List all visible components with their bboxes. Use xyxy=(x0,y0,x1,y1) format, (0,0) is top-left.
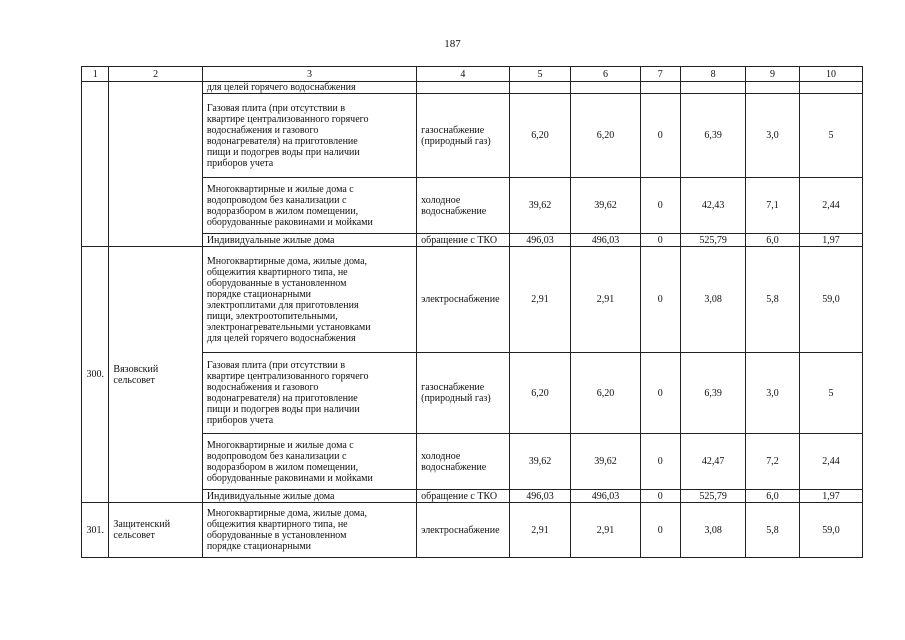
value-cell: 5,8 xyxy=(746,503,800,558)
value-cell: 525,79 xyxy=(681,490,746,503)
category-cell: Многоквартирные и жилые дома с водопроводом без канализации с водоразбором в жилом помещении, оборудованные раковинами и мойками xyxy=(202,178,416,234)
value-cell: 0 xyxy=(640,234,681,247)
value-cell: 2,91 xyxy=(509,503,571,558)
value-cell: 2,44 xyxy=(799,178,862,234)
value-cell xyxy=(571,82,640,94)
column-header: 8 xyxy=(681,67,746,82)
category-cell: Многоквартирные дома, жилые дома, общежития квартирного типа, не оборудованные в установленном порядке стационарными электроплитами для приготовления пищи, электроотопительными, электронагревательными установками для целей горячего водоснабжения xyxy=(202,247,416,353)
value-cell: 2,44 xyxy=(799,434,862,490)
value-cell: 0 xyxy=(640,178,681,234)
value-cell: 6,0 xyxy=(746,490,800,503)
column-header: 3 xyxy=(202,67,416,82)
value-cell: 6,20 xyxy=(509,94,571,178)
value-cell xyxy=(640,82,681,94)
row-number-cell xyxy=(82,82,109,247)
value-cell: 2,91 xyxy=(509,247,571,353)
value-cell xyxy=(509,82,571,94)
service-cell: электроснабжение xyxy=(417,503,509,558)
value-cell: 496,03 xyxy=(509,490,571,503)
value-cell: 1,97 xyxy=(799,234,862,247)
value-cell: 6,20 xyxy=(571,353,640,434)
value-cell: 3,08 xyxy=(681,247,746,353)
value-cell: 5 xyxy=(799,94,862,178)
settlement-cell xyxy=(109,82,202,247)
service-cell: газоснабжение (природный газ) xyxy=(417,353,509,434)
column-header: 5 xyxy=(509,67,571,82)
service-cell: электроснабжение xyxy=(417,247,509,353)
value-cell: 496,03 xyxy=(571,490,640,503)
value-cell: 42,47 xyxy=(681,434,746,490)
column-header: 9 xyxy=(746,67,800,82)
value-cell: 5 xyxy=(799,353,862,434)
row-number-cell: 301. xyxy=(82,503,109,558)
column-header: 4 xyxy=(417,67,509,82)
category-cell: Индивидуальные жилые дома xyxy=(202,490,416,503)
service-cell xyxy=(417,82,509,94)
value-cell: 2,91 xyxy=(571,247,640,353)
value-cell: 59,0 xyxy=(799,247,862,353)
value-cell: 5,8 xyxy=(746,247,800,353)
value-cell: 39,62 xyxy=(509,434,571,490)
settlement-cell: Защитенский сельсовет xyxy=(109,503,202,558)
value-cell: 1,97 xyxy=(799,490,862,503)
tariff-table xyxy=(81,66,863,558)
value-cell: 2,91 xyxy=(571,503,640,558)
table-row xyxy=(82,247,863,353)
value-cell: 3,0 xyxy=(746,353,800,434)
value-cell: 39,62 xyxy=(509,178,571,234)
service-cell: обращение с ТКО xyxy=(417,234,509,247)
value-cell: 6,20 xyxy=(571,94,640,178)
value-cell: 0 xyxy=(640,94,681,178)
value-cell: 7,2 xyxy=(746,434,800,490)
column-header: 7 xyxy=(640,67,681,82)
service-cell: холодное водоснабжение xyxy=(417,434,509,490)
column-header: 10 xyxy=(799,67,862,82)
header-row xyxy=(82,67,863,82)
page-number: 187 xyxy=(444,38,461,50)
value-cell: 6,39 xyxy=(681,94,746,178)
value-cell xyxy=(681,82,746,94)
table-row xyxy=(82,503,863,558)
table-row xyxy=(82,82,863,94)
column-header: 6 xyxy=(571,67,640,82)
category-cell: Многоквартирные и жилые дома с водопроводом без канализации с водоразбором в жилом помещении, оборудованные раковинами и мойками xyxy=(202,434,416,490)
value-cell: 0 xyxy=(640,503,681,558)
value-cell: 496,03 xyxy=(509,234,571,247)
value-cell: 39,62 xyxy=(571,178,640,234)
category-cell: Газовая плита (при отсутствии в квартире централизованного горячего водоснабжения и газового водонагревателя) на приготовление пищи и подогрев воды при наличии приборов учета xyxy=(202,94,416,178)
value-cell: 6,0 xyxy=(746,234,800,247)
value-cell: 42,43 xyxy=(681,178,746,234)
value-cell: 6,39 xyxy=(681,353,746,434)
category-cell: для целей горячего водоснабжения xyxy=(202,82,416,94)
settlement-cell: Вязовский сельсовет xyxy=(109,247,202,503)
column-header: 2 xyxy=(109,67,202,82)
value-cell: 3,0 xyxy=(746,94,800,178)
value-cell: 7,1 xyxy=(746,178,800,234)
value-cell xyxy=(799,82,862,94)
category-cell: Многоквартирные дома, жилые дома, общежития квартирного типа, не оборудованные в установленном порядке стационарными xyxy=(202,503,416,558)
column-header: 1 xyxy=(82,67,109,82)
value-cell: 6,20 xyxy=(509,353,571,434)
value-cell: 0 xyxy=(640,490,681,503)
service-cell: холодное водоснабжение xyxy=(417,178,509,234)
value-cell: 59,0 xyxy=(799,503,862,558)
value-cell: 3,08 xyxy=(681,503,746,558)
value-cell: 525,79 xyxy=(681,234,746,247)
value-cell: 39,62 xyxy=(571,434,640,490)
value-cell: 0 xyxy=(640,434,681,490)
value-cell: 0 xyxy=(640,353,681,434)
category-cell: Газовая плита (при отсутствии в квартире централизованного горячего водоснабжения и газового водонагревателя) на приготовление пищи и подогрев воды при наличии приборов учета xyxy=(202,353,416,434)
row-number-cell: 300. xyxy=(82,247,109,503)
service-cell: обращение с ТКО xyxy=(417,490,509,503)
service-cell: газоснабжение (природный газ) xyxy=(417,94,509,178)
value-cell: 496,03 xyxy=(571,234,640,247)
value-cell: 0 xyxy=(640,247,681,353)
category-cell: Индивидуальные жилые дома xyxy=(202,234,416,247)
value-cell xyxy=(746,82,800,94)
